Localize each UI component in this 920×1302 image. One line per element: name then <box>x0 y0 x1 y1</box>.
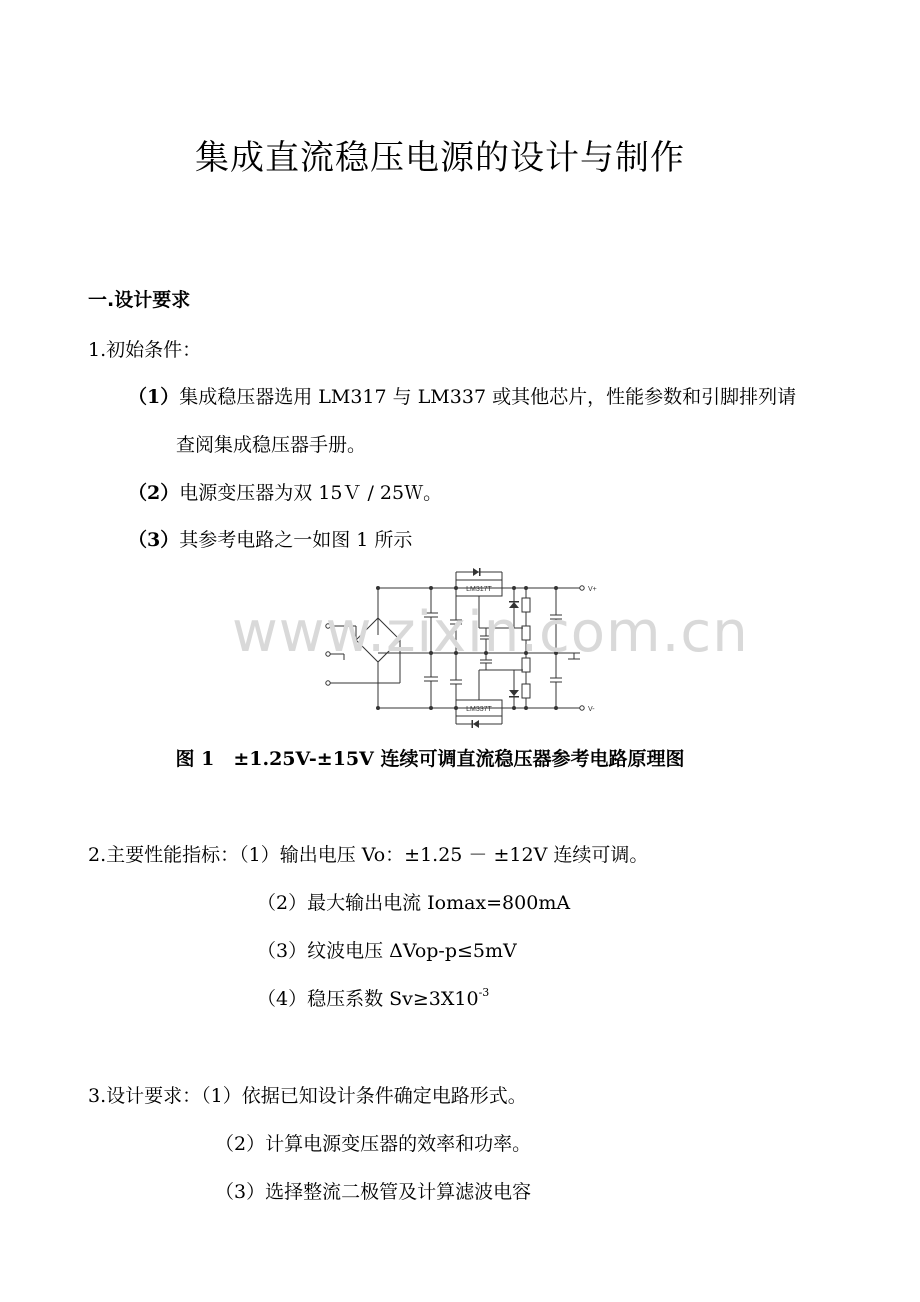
section-heading-design-requirements: 一.设计要求 <box>88 289 191 311</box>
condition-2-text: 电源变压器为双 15Ｖ / 25Ｗ。 <box>179 482 443 504</box>
watermark: www.zixin.com.cn <box>232 600 749 665</box>
condition-3 <box>128 527 412 553</box>
design-requirement-line-3: （3）选择整流二极管及计算滤波电容 <box>215 1181 532 1203</box>
performance-line-2: （2）最大输出电流 Iomax=800mA <box>257 892 571 914</box>
figure-caption: 图 1 ±1.25V-±15V 连续可调直流稳压器参考电路原理图 <box>175 748 685 770</box>
page-title: 集成直流稳压电源的设计与制作 <box>195 138 685 178</box>
condition-3-text: 其参考电路之一如图 1 所示 <box>179 529 413 551</box>
condition-2 <box>128 480 442 506</box>
item-initial-conditions: 1.初始条件： <box>88 339 202 361</box>
performance-line-4-text: （4）稳压系数 Sv≥3X10 <box>257 988 479 1010</box>
condition-1-number: （1） <box>128 386 180 408</box>
performance-line-4-exponent: -3 <box>478 986 490 999</box>
design-requirement-line-1: 3.设计要求：（1）依据已知设计条件确定电路形式。 <box>88 1085 527 1107</box>
condition-1-text: 集成稳压器选用 LM317 与 LM337 或其他芯片，性能参数和引脚排列请 <box>179 386 797 408</box>
condition-3-number: （3） <box>128 529 180 551</box>
design-requirement-line-2: （2）计算电源变压器的效率和功率。 <box>215 1133 532 1155</box>
condition-1-continued: 查阅集成稳压器手册。 <box>176 434 367 456</box>
performance-line-4 <box>257 986 489 1012</box>
condition-2-number: （2） <box>128 482 180 504</box>
condition-1 <box>128 384 796 410</box>
output-positive-label: V+ <box>588 586 597 593</box>
performance-line-3: （3）纹波电压 ΔVop-p≤5mV <box>257 940 517 962</box>
ic-bottom-label: LM337T <box>466 706 492 713</box>
performance-line-1: 2.主要性能指标：（1）输出电压 Vo：±1.25 － ±12V 连续可调。 <box>88 844 649 866</box>
output-negative-label: V- <box>588 706 595 713</box>
ic-top-label: LM317T <box>466 586 492 593</box>
